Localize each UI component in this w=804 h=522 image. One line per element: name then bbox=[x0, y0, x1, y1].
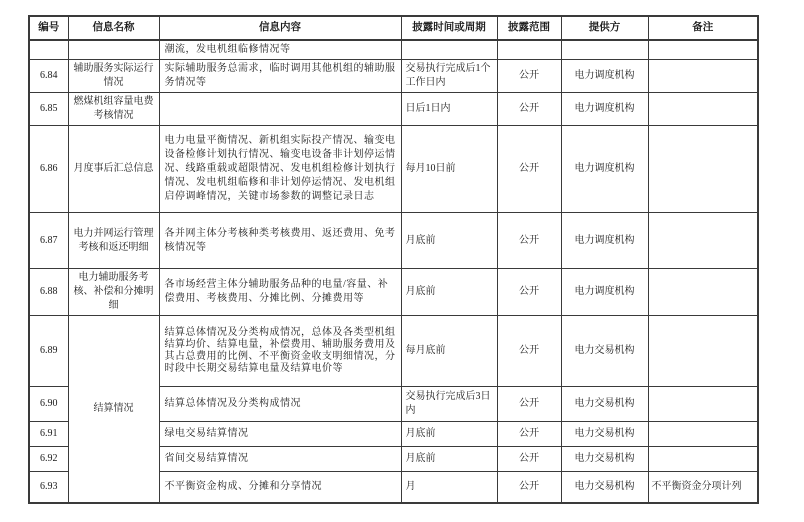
cell-content: 结算总体情况及分类构成情况，总体及各类型机组结算均价、结算电量，补偿费用、辅助服务费用及其占总费用的比例、不平衡资金收支明细情况，分时段中长期交易结算电量及结算电价等 bbox=[159, 316, 401, 387]
cell-note bbox=[648, 269, 758, 316]
cell-id: 6.86 bbox=[29, 126, 68, 213]
cell-provider: 电力交易机构 bbox=[561, 387, 648, 422]
cell-time: 月 bbox=[401, 472, 497, 503]
cell-scope: 公开 bbox=[497, 93, 561, 126]
cell-provider: 电力调度机构 bbox=[561, 126, 648, 213]
cell-note bbox=[648, 316, 758, 387]
table-row-6-86 bbox=[29, 126, 758, 213]
cell-time: 交易执行完成后1个工作日内 bbox=[401, 60, 497, 93]
cell-scope: 公开 bbox=[497, 126, 561, 213]
cell-content: 各并网主体分考核种类考核费用、返还费用、免考核情况等 bbox=[159, 213, 401, 269]
cell-scope: 公开 bbox=[497, 316, 561, 387]
cell-scope: 公开 bbox=[497, 447, 561, 472]
col-header-time: 披露时间或周期 bbox=[401, 16, 497, 40]
cell-note bbox=[648, 60, 758, 93]
cell-id: 6.92 bbox=[29, 447, 68, 472]
cell-content: 潮流，发电机组临修情况等 bbox=[159, 40, 401, 60]
table-row-6-84 bbox=[29, 60, 758, 93]
cell-time: 月底前 bbox=[401, 269, 497, 316]
cell-provider: 电力交易机构 bbox=[561, 316, 648, 387]
cell-name: 月度事后汇总信息 bbox=[68, 126, 159, 213]
table-row-6-89 bbox=[29, 316, 758, 387]
cell-name bbox=[68, 40, 159, 60]
cell-note bbox=[648, 40, 758, 60]
cell-provider bbox=[561, 40, 648, 60]
cell-time: 月底前 bbox=[401, 213, 497, 269]
table-row-6-88 bbox=[29, 269, 758, 316]
col-header-scope: 披露范围 bbox=[497, 16, 561, 40]
cell-name: 辅助服务实际运行情况 bbox=[68, 60, 159, 93]
table-row-continued bbox=[29, 40, 758, 60]
cell-provider: 电力交易机构 bbox=[561, 447, 648, 472]
col-header-id: 编号 bbox=[29, 16, 68, 40]
cell-id: 6.88 bbox=[29, 269, 68, 316]
header-row bbox=[29, 16, 758, 40]
cell-scope: 公开 bbox=[497, 213, 561, 269]
cell-note bbox=[648, 126, 758, 213]
cell-id: 6.90 bbox=[29, 387, 68, 422]
table-row-6-87 bbox=[29, 213, 758, 269]
cell-content: 各市场经营主体分辅助服务品种的电量/容量、补偿费用、考核费用、分摊比例、分摊费用等 bbox=[159, 269, 401, 316]
cell-provider: 电力调度机构 bbox=[561, 93, 648, 126]
cell-time: 每月底前 bbox=[401, 316, 497, 387]
cell-time: 月底前 bbox=[401, 422, 497, 447]
cell-note: 不平衡资金分项计列 bbox=[648, 472, 758, 503]
cell-name: 电力并网运行管理考核和返还明细 bbox=[68, 213, 159, 269]
cell-scope: 公开 bbox=[497, 269, 561, 316]
cell-provider: 电力交易机构 bbox=[561, 472, 648, 503]
col-header-name: 信息名称 bbox=[68, 16, 159, 40]
cell-provider: 电力调度机构 bbox=[561, 60, 648, 93]
cell-content: 实际辅助服务总需求，临时调用其他机组的辅助服务情况等 bbox=[159, 60, 401, 93]
cell-time: 每月10日前 bbox=[401, 126, 497, 213]
col-header-content: 信息内容 bbox=[159, 16, 401, 40]
cell-scope bbox=[497, 40, 561, 60]
col-header-note: 备注 bbox=[648, 16, 758, 40]
cell-id: 6.89 bbox=[29, 316, 68, 387]
cell-content: 绿电交易结算情况 bbox=[159, 422, 401, 447]
col-header-provider: 提供方 bbox=[561, 16, 648, 40]
cell-note bbox=[648, 422, 758, 447]
table-row-6-85 bbox=[29, 93, 758, 126]
cell-id bbox=[29, 40, 68, 60]
cell-id: 6.85 bbox=[29, 93, 68, 126]
cell-note bbox=[648, 447, 758, 472]
cell-name: 燃煤机组容量电费考核情况 bbox=[68, 93, 159, 126]
cell-time bbox=[401, 40, 497, 60]
cell-scope: 公开 bbox=[497, 472, 561, 503]
cell-name: 电力辅助服务考核、补偿和分摊明细 bbox=[68, 269, 159, 316]
cell-scope: 公开 bbox=[497, 387, 561, 422]
cell-provider: 电力交易机构 bbox=[561, 422, 648, 447]
cell-id: 6.91 bbox=[29, 422, 68, 447]
cell-time: 日后1日内 bbox=[401, 93, 497, 126]
cell-provider: 电力调度机构 bbox=[561, 269, 648, 316]
cell-time: 月底前 bbox=[401, 447, 497, 472]
cell-note bbox=[648, 93, 758, 126]
cell-name-merged-settlement: 结算情况 bbox=[68, 316, 159, 503]
cell-content bbox=[159, 93, 401, 126]
cell-scope: 公开 bbox=[497, 422, 561, 447]
cell-id: 6.84 bbox=[29, 60, 68, 93]
cell-time: 交易执行完成后3日内 bbox=[401, 387, 497, 422]
cell-note bbox=[648, 213, 758, 269]
cell-note bbox=[648, 387, 758, 422]
cell-provider: 电力调度机构 bbox=[561, 213, 648, 269]
cell-scope: 公开 bbox=[497, 60, 561, 93]
cell-id: 6.87 bbox=[29, 213, 68, 269]
cell-id: 6.93 bbox=[29, 472, 68, 503]
disclosure-table bbox=[28, 15, 759, 504]
cell-content: 省间交易结算情况 bbox=[159, 447, 401, 472]
cell-content: 不平衡资金构成、分摊和分享情况 bbox=[159, 472, 401, 503]
cell-content: 电力电量平衡情况、新机组实际投产情况、输变电设备检修计划执行情况、输变电设备非计划停运情况、线路重载或超限情况、发电机组检修计划执行情况、发电机组临修和非计划停运情况、发电机组启停调峰情况，关键市场参数的调整记录日志 bbox=[159, 126, 401, 213]
cell-content: 结算总体情况及分类构成情况 bbox=[159, 387, 401, 422]
